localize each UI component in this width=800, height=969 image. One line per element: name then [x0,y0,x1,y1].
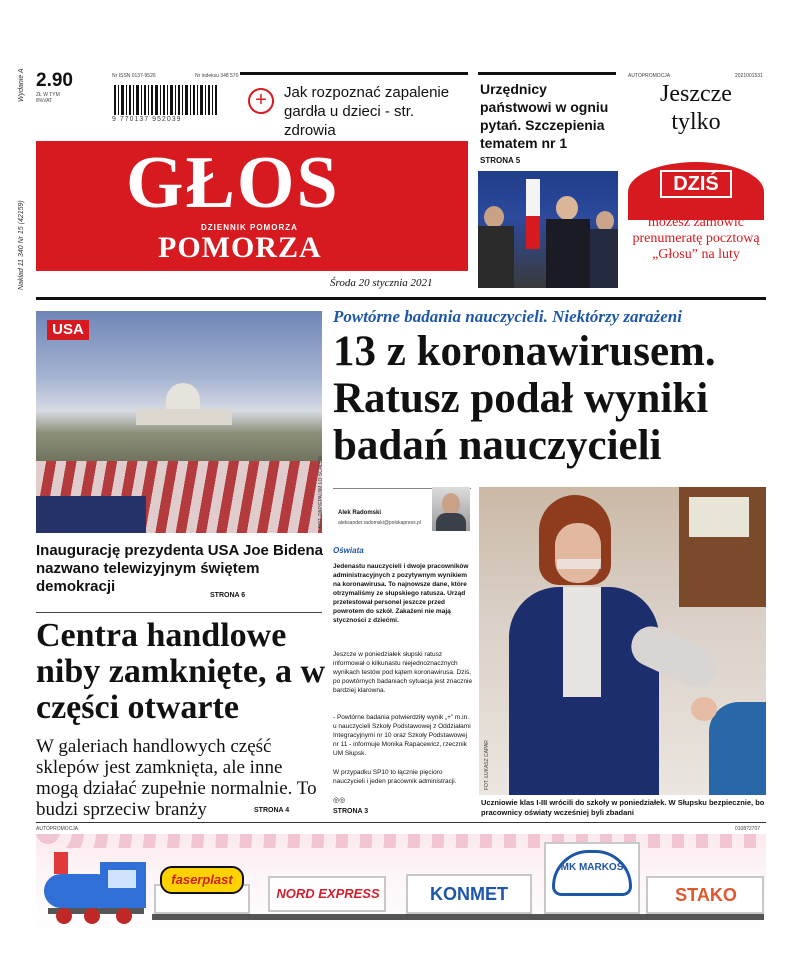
usa-headline[interactable]: Inaugurację prezydenta USA Joe Bidena nazwano telewizyjnym świętem demokracji [36,542,324,595]
mall-page[interactable]: STRONA 4 [254,807,290,814]
index-number: Nr indeksu 348 570 [195,73,239,79]
left-divider [36,612,322,613]
brand-faserplast: faserplast [160,866,244,894]
usa-tag: USA [47,320,89,340]
usa-photo-credit: FOT. PAP/EPA/JIM LO SCALZO [318,456,324,528]
plus-icon: + [248,88,274,114]
promo-label: AUTOPROMOCJA [628,73,671,79]
capitol-photo [36,311,322,533]
barcode-digits: 9 770137 952039 [112,116,182,123]
logo-title: GŁOS [126,142,340,224]
story-page[interactable]: STRONA 3 [333,808,369,815]
train-engine-icon [44,868,146,920]
story-body-1: Jeszcze w poniedziałek słupski ratusz informował o kilkunastu niejednoznacznych wynikach testów pod kątem koronawirusa. Dziś, po powtórnych badaniach sytuacja jest znacznie bardziej klarowna. [333,651,473,694]
brand-nord-express: NORD EXPRESS [276,886,380,901]
brand-markos: MK MARKOS [552,850,632,896]
brand-konmet: KONMET [430,884,508,904]
issn: Nr ISSN 0137-9526 [112,73,156,79]
brand-stako: STAKO [675,885,737,905]
wagon-markos[interactable] [544,842,640,914]
promo-body[interactable]: możesz zamówić prenumeratę pocztową „Głosu” na luty [632,215,760,262]
ad-code: 0108?2707 [735,826,761,832]
masthead-divider [36,297,766,300]
masthead-logo [36,141,468,271]
author-avatar [432,487,470,531]
teacher-photo-credit: FOT. ŁUKASZ CAPAR [484,740,490,790]
promo-headline-1: Jeszcze [660,81,732,107]
story-body-3: W przypadku SP10 to łącznie pięciorо nauczycieli i jeden pracownik administracji. [333,769,457,785]
section-label: Oświata [333,546,364,555]
top-story-rule [478,72,616,75]
author-email[interactable]: aleksander.radomski@polskapress.pl [338,520,421,526]
circulation-label: Nakład 11 340 Nr 15 (42159) [18,200,25,290]
barcode [112,85,230,119]
ad-label: AUTOPROMOCJA [36,826,79,832]
wagon-konmet[interactable] [406,874,532,914]
barcode-icon [112,85,230,119]
mall-dek: W galeriach handlowych część sklepów jest zamknięta, ale inne mogą działać zupełnie normalnie. To budzi sprzeciw branży [36,736,317,820]
header-rule [240,72,468,75]
teacher-photo-caption: Uczniowie klas I-III wrócili do szkoły w poniedziałek. W Słupsku bezpiecznie, bo pracownicy oświaty wcześniej byli zbadani [481,798,765,817]
promo-code: 2021001531 [735,73,763,79]
logo-city: POMORZA [158,231,322,264]
story-lead: Jedenastu nauczycieli i dwoje pracowników administracyjnych z pozytywnym wynikiem na koronawirusa. To najnowsze dane, które otrzymaliśmy ze słupskiego ratusza. Urząd przetestował personel jeszcze przed powrotem do szkół. Zakażeni nie mają styczności z dziećmi. [333,563,469,624]
wagon-faserplast[interactable] [154,872,250,914]
story-body-2: - Powtórne badania potwierdziły wynik „+” m.in. u nauczycieli Szkoły Podstawowej z Oddziałami Integracyjnymi nr 10 oraz Szkoły Podstawowej nr 11 - informuje Monika Rapacewicz, rzecznik UM Słupsk. [333,714,471,757]
promo-highlight: DZIŚ [660,170,732,198]
price: 2.90 [36,70,73,91]
edition-label: Wydanie A [18,68,25,102]
top-story-headline[interactable]: Urzędnicy państwowi w ogniu pytań. Szczepienia tematem nr 1 [480,81,609,151]
officials-photo [478,171,618,288]
teacher-photo [479,487,766,795]
story-signoff: ◎◎ [333,797,346,804]
mall-headline[interactable]: Centra handlowe niby zamknięte, a w części otwarte [36,617,325,726]
author-name: Alek Radomski [338,510,382,516]
main-kicker: Powtórne badania nauczycieli. Niektórzy zarażeni [333,307,682,326]
issue-date: Środa 20 stycznia 2021 [330,277,433,289]
main-headline[interactable]: 13 z koronawirusem. Ratusz podał wyniki badań nauczycieli [333,328,716,469]
logo-subtitle: DZIENNIK POMORZA [201,223,298,232]
top-story-page[interactable]: STRONA 5 [480,156,521,165]
promo-headline-2: tylko [671,109,721,135]
ad-strip-rule [36,822,766,823]
wagon-nord-express[interactable] [268,876,386,912]
ad-banner[interactable] [36,834,766,934]
health-teaser[interactable]: Jak rozpoznać zapalenie gardła u dzieci - str. zdrowia [284,84,450,139]
wagon-stako[interactable] [646,876,764,914]
price-note: ZŁ W TYM 8%VAT [36,92,60,104]
usa-page[interactable]: STRONA 6 [210,592,246,599]
